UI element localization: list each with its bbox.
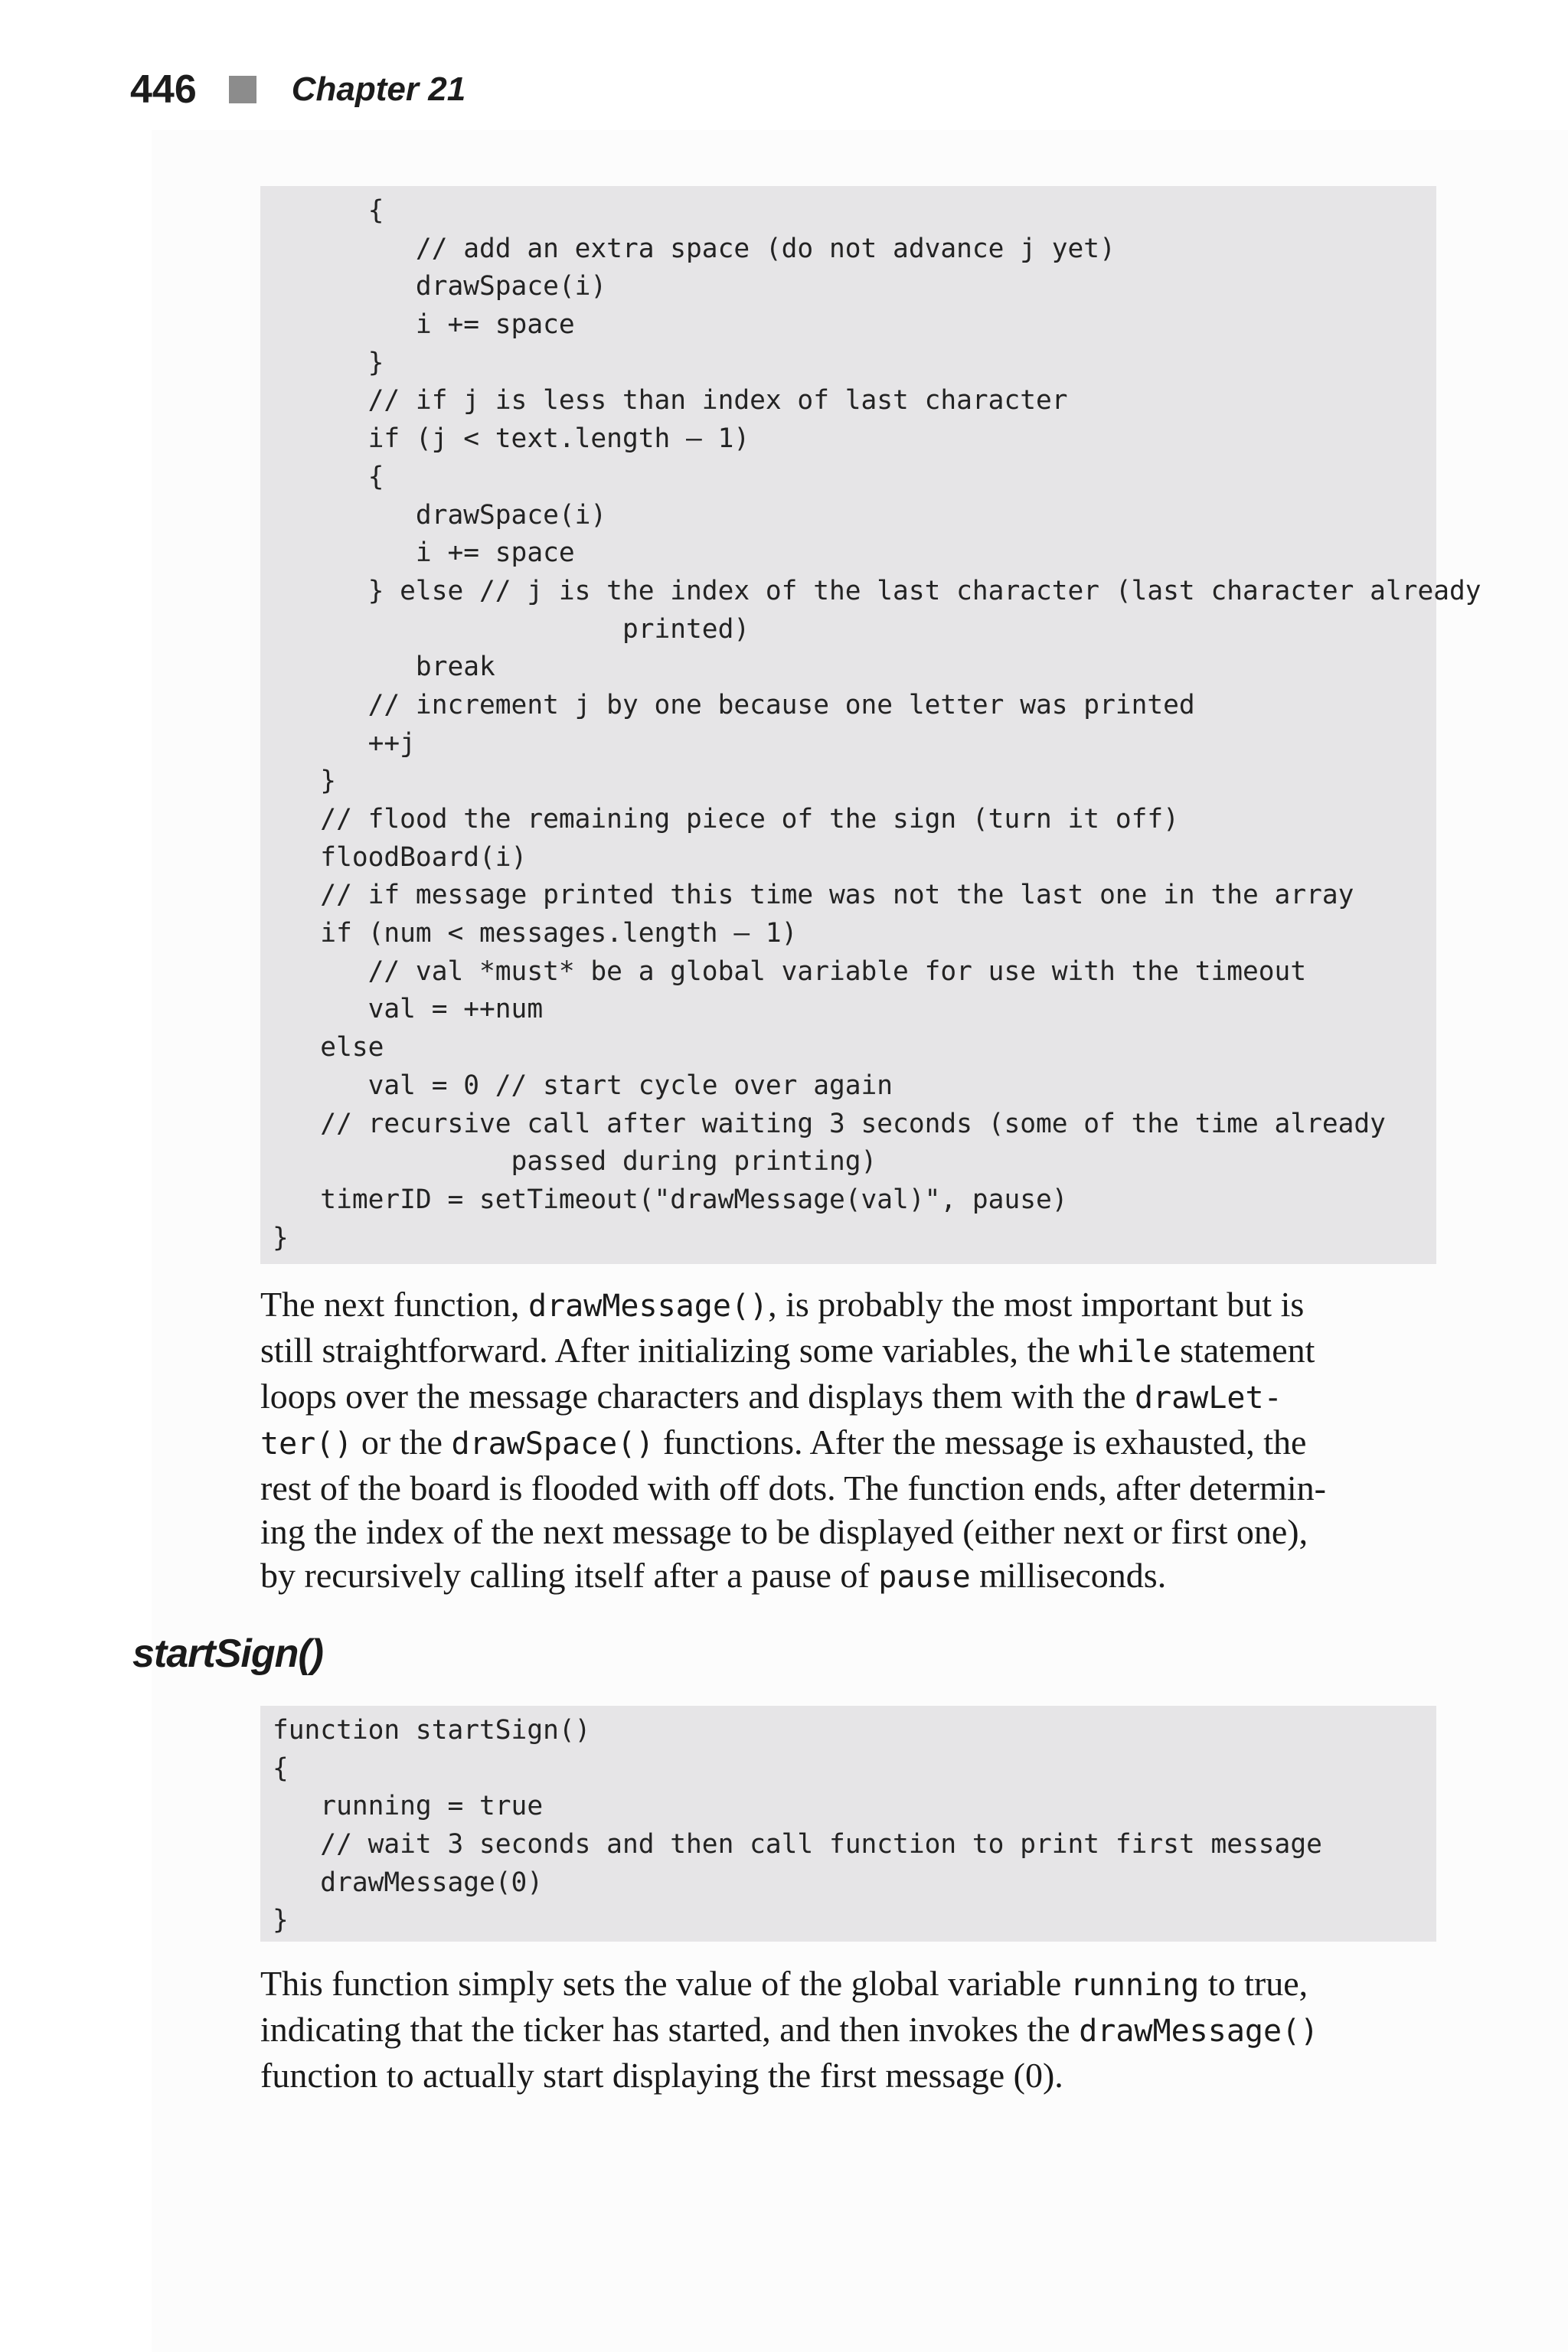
paragraph-line: [260, 1374, 1439, 1420]
code-line: }: [273, 1222, 289, 1253]
inline-code: drawLet-: [1135, 1380, 1282, 1416]
code-line: {: [273, 461, 384, 492]
paragraph-line: [260, 1553, 1439, 1599]
code-line: i += space: [273, 537, 575, 569]
section-heading: startSign(): [132, 1632, 323, 1676]
inline-code: drawMessage(): [1079, 2014, 1319, 2049]
code-line: break: [273, 652, 495, 683]
code-line: // if j is less than index of last character: [273, 385, 1068, 416]
paragraph-line: [260, 1420, 1439, 1466]
body-paragraph-draw-message: [260, 1282, 1439, 1599]
code-line: function startSign(): [273, 1715, 591, 1746]
text-run: loops over the message characters and displays them with the: [260, 1377, 1135, 1416]
body-paragraph-start-sign: [260, 1962, 1439, 2097]
inline-code: pause: [878, 1560, 971, 1595]
text-run: functions. After the message is exhausted, the: [654, 1423, 1307, 1462]
chapter-label: Chapter 21: [291, 70, 466, 108]
text-run: statement: [1171, 1331, 1315, 1370]
code-line: running = true: [273, 1791, 544, 1822]
code-line: printed): [273, 613, 750, 645]
paragraph-line: [260, 1962, 1439, 2007]
paragraph-line: function to actually start displaying the first message (0).: [260, 2056, 1063, 2095]
code-line: drawMessage(0): [273, 1867, 544, 1898]
text-run: by recursively calling itself after a pause of: [260, 1556, 879, 1595]
text-run: The next function,: [260, 1285, 529, 1324]
code-line: // add an extra space (do not advance j yet): [273, 233, 1116, 264]
text-run: to true,: [1199, 1964, 1308, 2003]
code-line: val = 0 // start cycle over again: [273, 1070, 893, 1101]
code-line: if (j < text.length – 1): [273, 423, 750, 455]
inline-code: running: [1070, 1968, 1200, 2003]
paragraph-line: rest of the board is flooded with off dots. The function ends, after determin-: [260, 1468, 1326, 1508]
inline-code: drawSpace(): [451, 1426, 655, 1462]
text-run: still straightforward. After initializing some variables, the: [260, 1331, 1080, 1370]
code-line: passed during printing): [273, 1146, 877, 1178]
inline-code: while: [1079, 1334, 1171, 1370]
code-line: drawSpace(i): [273, 271, 607, 302]
code-line: }: [273, 766, 337, 797]
code-block-draw-message: [260, 186, 1481, 1264]
code-line: i += space: [273, 309, 575, 341]
page-number: 446: [130, 67, 197, 112]
code-line: ++j: [273, 727, 416, 759]
inline-code: ter(): [260, 1426, 353, 1462]
code-line: floodBoard(i): [273, 841, 528, 873]
code-line: {: [273, 195, 384, 226]
text-run: This function simply sets the value of the global variable: [260, 1964, 1070, 2003]
code-line: }: [273, 347, 384, 378]
code-line: }: [273, 1905, 289, 1936]
inline-code: drawMessage(): [528, 1289, 769, 1324]
code-block-start-sign: [260, 1706, 1436, 1942]
code-line: timerID = setTimeout("drawMessage(val)", pause): [273, 1184, 1068, 1215]
code-line: // flood the remaining piece of the sign (turn it off): [273, 804, 1179, 835]
code-line: // val *must* be a global variable for use with the timeout: [273, 956, 1307, 987]
code-line: // if message printed this time was not the last one in the array: [273, 880, 1354, 911]
page-header: [130, 63, 466, 116]
code-line: // increment j by one because one letter was printed: [273, 689, 1195, 720]
code-line: {: [273, 1753, 289, 1784]
code-line: // recursive call after waiting 3 seconds (some of the time already: [273, 1108, 1386, 1139]
code-line: else: [273, 1032, 384, 1063]
paragraph-line: [260, 1328, 1439, 1374]
paragraph-line: [260, 2007, 1439, 2053]
paragraph-line: ing the index of the next message to be displayed (either next or first one),: [260, 1512, 1308, 1551]
code-line: drawSpace(i): [273, 499, 607, 531]
code-line: // wait 3 seconds and then call function to print first message: [273, 1829, 1322, 1860]
code-line: val = ++num: [273, 994, 544, 1025]
code-line: if (num < messages.length – 1): [273, 918, 798, 949]
header-square-icon: [229, 76, 256, 103]
paragraph-line: [260, 1282, 1439, 1328]
code-line: } else // j is the index of the last character (last character already: [273, 575, 1481, 606]
text-run: , is probably the most important but is: [768, 1285, 1305, 1324]
text-run: milliseconds.: [970, 1556, 1167, 1595]
text-run: indicating that the ticker has started, and then invokes the: [260, 2010, 1080, 2049]
text-run: or the: [352, 1423, 452, 1462]
